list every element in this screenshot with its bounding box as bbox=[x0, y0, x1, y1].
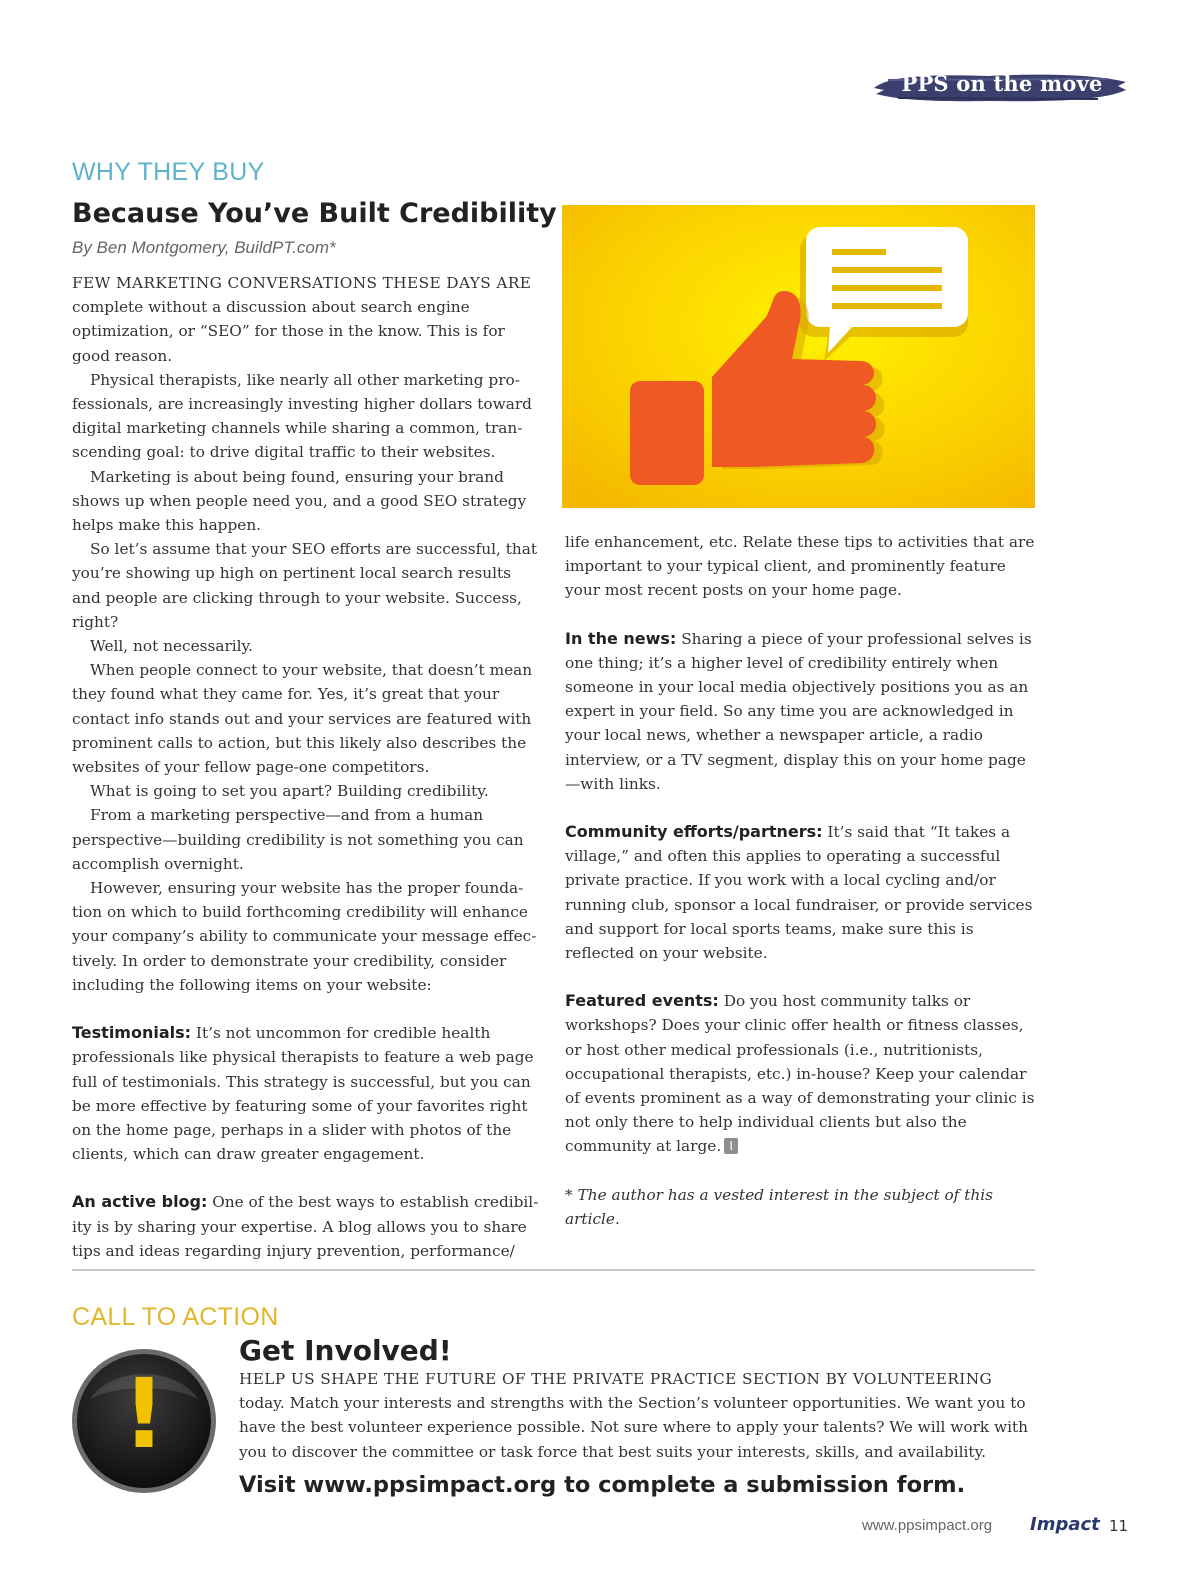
footer-url[interactable]: www.ppsimpact.org bbox=[862, 1517, 993, 1534]
blog-text: One of the best ways to establish credibility is by sharing your expertise. A blog allows you to share tips and ideas regarding injury prevention, performance/ bbox=[72, 1193, 539, 1260]
events-term: Featured events: bbox=[565, 991, 719, 1011]
section-banner bbox=[868, 70, 1130, 106]
events-item bbox=[565, 989, 1035, 1158]
paragraph: So let’s assume that your SEO efforts are successful, that you’re showing up high on pertinent local search results and people are clicking through to your website. Success, right? bbox=[72, 540, 538, 631]
community-term: Community efforts/partners: bbox=[565, 822, 823, 842]
cta-lead-caps: HELP US SHAPE THE FUTURE OF THE PRIVATE PRACTICE SECTION BY VOLUNTEERING bbox=[239, 1370, 993, 1388]
alert-icon bbox=[70, 1347, 218, 1495]
author-footnote: * The author has a vested interest in the subject of this article. bbox=[565, 1185, 993, 1228]
paragraph: However, ensuring your website has the proper foundation on which to build forthcoming credibility will enhance your company’s ability to communicate your message effectively. In order to demonstrate your credibility, consider including the following items on your website: bbox=[72, 879, 537, 994]
lead-caps: FEW MARKETING CONVERSATIONS THESE DAYS ARE bbox=[72, 274, 532, 292]
community-text: It’s said that “It takes a village,” and often this applies to operating a successful private practice. If you work with a local cycling and/or running club, sponsor a local fundraiser, or provide services and support for local sports teams, make sure this is reflected on your website. bbox=[565, 823, 1033, 963]
paragraph: Physical therapists, like nearly all other marketing professionals, are increasingly investing higher dollars toward digital marketing channels while sharing a common, transcending goal: to drive digital traffic to their websites. bbox=[72, 370, 532, 462]
blog-continued: life enhancement, etc. Relate these tips to activities that are important to your typical client, and prominently feature your most recent posts on your home page. bbox=[565, 533, 1035, 600]
paragraph: From a marketing perspective—and from a human perspective—building credibility is not something you can accomplish overnight. bbox=[72, 806, 524, 873]
paragraph-intro bbox=[72, 271, 540, 368]
article-column-left bbox=[72, 271, 540, 1263]
news-text: Sharing a piece of your professional selves is one thing; it’s a higher level of credibility entirely when someone in your local media objectively positions you as an expert in your field. So any time you are acknowledged in your local news, whether a newspaper article, a radio interview, or a TV segment, display this on your home page—with links. bbox=[565, 629, 1032, 793]
footer-brand: Impact bbox=[1030, 1514, 1100, 1535]
thumbs-up-illustration bbox=[562, 205, 1035, 508]
cta-title: Get Involved! bbox=[239, 1334, 452, 1367]
news-term: In the news: bbox=[565, 628, 677, 648]
end-mark-icon: I bbox=[724, 1138, 738, 1154]
cta-text: today. Match your interests and strengths with the Section’s volunteer opportunities. We want you to have the best volunteer experience possible. Not sure where to apply your talents? We will work with you to discover the committee or task force that best suits your interests, skills, and availability. bbox=[239, 1394, 1029, 1461]
blog-term: An active blog: bbox=[72, 1192, 208, 1212]
exclamation-glyph: ! bbox=[122, 1358, 166, 1470]
paragraph: Well, not necessarily. bbox=[90, 637, 254, 656]
intro-text: complete without a discussion about search engine optimization, or “SEO” for those in the know. This is for good reason. bbox=[72, 298, 505, 365]
events-text: Do you host community talks or workshops? Does your clinic offer health or fitness classes, or host other medical professionals (i.e., nutritionists, occupational therapists, etc.) in-house? Keep your calendar of events prominent as a way of demonstrating your clinic is not only there to help individual clients but also the community at large. bbox=[565, 992, 1035, 1156]
article-kicker: WHY THEY BUY bbox=[72, 158, 265, 186]
blog-item bbox=[72, 1190, 540, 1263]
cta-body bbox=[239, 1367, 1035, 1464]
community-item bbox=[565, 820, 1035, 965]
testimonials-text: It’s not uncommon for credible health professionals like physical therapists to feature a web page full of testimonials. This strategy is successful, but you can be more effective by featuring some of your favorites right on the home page, perhaps in a slider with photos of the clients, which can draw greater engagement. bbox=[72, 1024, 534, 1164]
testimonials-term: Testimonials: bbox=[72, 1023, 192, 1043]
section-divider bbox=[72, 1269, 1035, 1271]
banner-title: PPS on the move bbox=[901, 71, 1103, 96]
paragraph: When people connect to your website, that doesn’t mean they found what they came for. Yes, it’s great that your contact info stands out and your services are featured with prominent calls to action, but this likely also describes the websites of your fellow page-one competitors. bbox=[72, 661, 533, 777]
cta-kicker: CALL TO ACTION bbox=[72, 1303, 279, 1331]
page-number: 11 bbox=[1109, 1517, 1129, 1535]
news-item bbox=[565, 627, 1035, 796]
article-title: Because You’ve Built Credibility bbox=[72, 198, 557, 229]
paragraph: Marketing is about being found, ensuring your brand shows up when people need you, and a good SEO strategy helps make this happen. bbox=[72, 467, 527, 535]
thumbs-up-icon bbox=[562, 205, 1035, 508]
paragraph: What is going to set you apart? Building credibility. bbox=[90, 782, 489, 801]
article-byline: By Ben Montgomery, BuildPT.com* bbox=[72, 238, 336, 257]
testimonials-item bbox=[72, 1021, 540, 1166]
cta-visit-link[interactable]: Visit www.ppsimpact.org to complete a submission form. bbox=[239, 1472, 966, 1498]
article-column-right bbox=[565, 530, 1035, 1231]
